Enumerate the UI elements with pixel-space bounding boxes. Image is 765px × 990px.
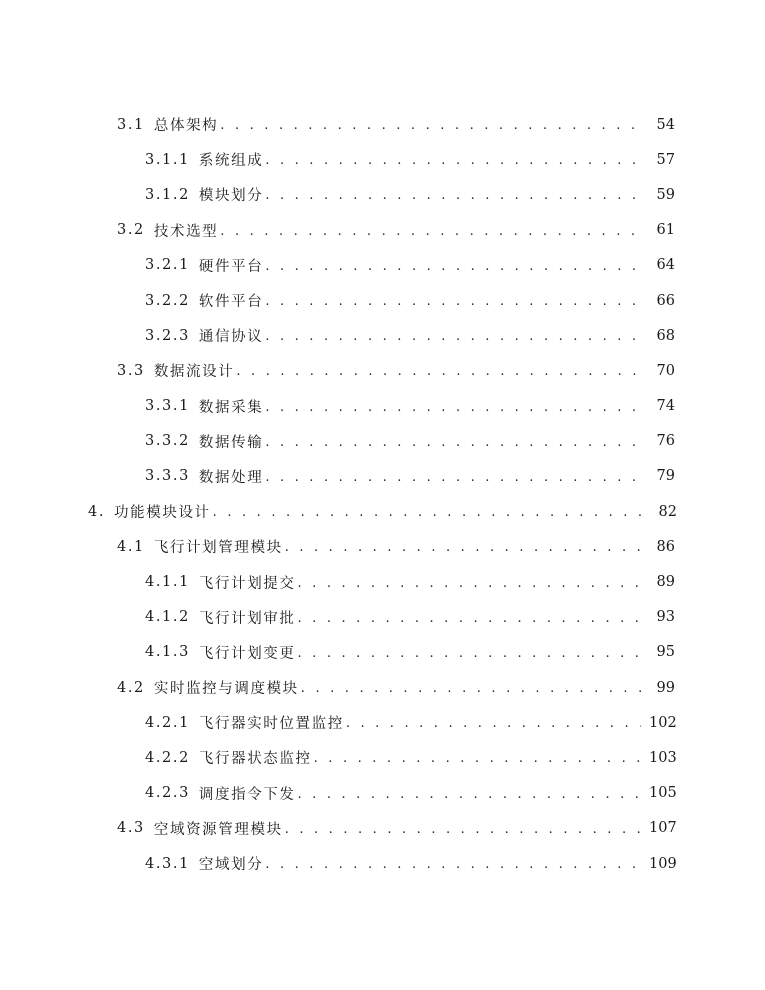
toc-entry-number: 4.2.1 <box>145 714 190 731</box>
toc-entry-page: 76 <box>656 433 675 450</box>
toc-entry-number: 3.1.2 <box>145 186 190 203</box>
toc-entry-number: 4.2.3 <box>145 785 190 802</box>
toc-entry[interactable] <box>0 811 765 846</box>
toc-entry-title: 数据流设计 <box>153 364 235 381</box>
toc-entry[interactable] <box>0 529 765 564</box>
toc-dot-leader <box>213 505 643 520</box>
toc-entry-number: 3.3.2 <box>145 433 190 450</box>
toc-entry-number: 3.3.3 <box>145 468 190 485</box>
toc-entry-page: 82 <box>658 503 677 520</box>
toc-entry-number: 3.3.1 <box>145 398 190 415</box>
toc-entry-title: 数据传输 <box>198 434 264 451</box>
toc-entry-number: 3.2.3 <box>145 327 190 344</box>
toc-entry-page: 61 <box>656 222 675 239</box>
toc-entry-page: 89 <box>656 574 675 591</box>
toc-entry-title: 数据采集 <box>198 399 264 416</box>
toc-entry[interactable] <box>0 670 765 705</box>
toc-entry-title: 实时监控与调度模块 <box>153 681 299 698</box>
toc-entry[interactable] <box>0 564 765 599</box>
toc-entry[interactable] <box>0 494 765 529</box>
toc-entry[interactable] <box>0 283 765 318</box>
toc-entry-title: 硬件平台 <box>198 258 264 275</box>
toc-dot-leader <box>298 611 641 626</box>
toc-entry-page: 57 <box>656 151 675 168</box>
toc-entry-number: 4.1.2 <box>145 609 190 626</box>
toc-entry-page: 79 <box>656 468 675 485</box>
toc-entry-page: 64 <box>656 257 675 274</box>
toc-dot-leader <box>346 716 641 731</box>
toc-dot-leader <box>265 400 641 415</box>
toc-entry[interactable] <box>0 353 765 388</box>
toc-dot-leader <box>265 153 641 168</box>
toc-entry-page: 54 <box>656 116 675 133</box>
toc-entry[interactable] <box>0 213 765 248</box>
toc-entry-number: 3.2.2 <box>145 292 190 309</box>
toc-entry-number: 4.3.1 <box>145 855 190 872</box>
toc-entry-page: 103 <box>649 749 677 766</box>
toc-entry-title: 软件平台 <box>198 294 264 311</box>
toc-entry-page: 59 <box>656 186 675 203</box>
toc-entry[interactable] <box>0 776 765 811</box>
toc-dot-leader <box>285 822 641 837</box>
toc-entry-title: 空域资源管理模块 <box>153 821 283 838</box>
toc-entry-number: 4.1 <box>117 538 145 555</box>
toc-entry[interactable] <box>0 740 765 775</box>
toc-entry-title: 飞行计划审批 <box>198 610 296 627</box>
toc-dot-leader <box>265 470 641 485</box>
toc-entry[interactable] <box>0 424 765 459</box>
toc-entry-title: 数据处理 <box>198 469 264 486</box>
toc-entry-title: 空域划分 <box>198 857 264 874</box>
toc-dot-leader <box>298 576 641 591</box>
toc-entry-title: 功能模块设计 <box>114 505 211 522</box>
toc-entry[interactable] <box>0 846 765 881</box>
toc-entry-title: 系统组成 <box>198 153 264 170</box>
toc-entry-title: 技术选型 <box>153 223 219 240</box>
toc-entry[interactable] <box>0 177 765 212</box>
toc-entry-number: 3.1.1 <box>145 151 190 168</box>
toc-entry-title: 飞行器实时位置监控 <box>198 716 344 733</box>
toc-entry-page: 70 <box>656 362 675 379</box>
toc-entry-title: 飞行计划管理模块 <box>153 540 283 557</box>
toc-dot-leader <box>236 364 641 379</box>
toc-entry-page: 66 <box>656 292 675 309</box>
toc-entry-page: 105 <box>649 785 677 802</box>
toc-entry[interactable] <box>0 459 765 494</box>
toc-entry-page: 95 <box>656 644 675 661</box>
toc-entry-page: 99 <box>656 679 675 696</box>
toc-dot-leader <box>298 787 641 802</box>
toc-dot-leader <box>220 224 641 239</box>
toc-dot-leader <box>265 435 641 450</box>
toc-dot-leader <box>265 294 641 309</box>
toc-entry-title: 调度指令下发 <box>198 786 296 803</box>
toc-entry-page: 102 <box>649 714 677 731</box>
toc-entry-number: 4. <box>88 503 106 520</box>
toc-dot-leader <box>265 857 641 872</box>
toc-entry[interactable] <box>0 705 765 740</box>
toc-entry-number: 4.3 <box>117 820 145 837</box>
toc-entry-title: 飞行计划提交 <box>198 575 296 592</box>
toc-entry[interactable] <box>0 142 765 177</box>
toc-dot-leader <box>285 540 641 555</box>
toc-entry-page: 86 <box>656 538 675 555</box>
toc-entry-title: 总体架构 <box>153 118 219 135</box>
toc-entry-title: 飞行计划变更 <box>198 645 296 662</box>
toc-entry-page: 68 <box>656 327 675 344</box>
toc-entry-number: 4.2 <box>117 679 145 696</box>
toc-entry-title: 通信协议 <box>198 329 264 346</box>
toc-entry-page: 109 <box>649 855 677 872</box>
toc-entry-title: 飞行器状态监控 <box>198 751 312 768</box>
toc-entry[interactable] <box>0 635 765 670</box>
toc-dot-leader <box>314 751 641 766</box>
toc-dot-leader <box>265 188 641 203</box>
toc-dot-leader <box>220 118 641 133</box>
toc-dot-leader <box>265 329 641 344</box>
toc-entry[interactable] <box>0 248 765 283</box>
toc-dot-leader <box>298 646 641 661</box>
toc-dot-leader <box>265 259 641 274</box>
toc-entry[interactable] <box>0 389 765 424</box>
toc-entry-number: 4.2.2 <box>145 749 190 766</box>
toc-entry[interactable] <box>0 600 765 635</box>
toc-entry-number: 3.1 <box>117 116 145 133</box>
toc-entry[interactable] <box>0 318 765 353</box>
toc-entry-number: 3.3 <box>117 362 145 379</box>
toc-entry-number: 3.2 <box>117 222 145 239</box>
toc-entry-number: 4.1.1 <box>145 574 190 591</box>
toc-entry-page: 107 <box>649 820 677 837</box>
toc-entry-page: 74 <box>656 398 675 415</box>
toc-dot-leader <box>301 681 641 696</box>
toc-entry-page: 93 <box>656 609 675 626</box>
toc-entry-number: 4.1.3 <box>145 644 190 661</box>
toc-entry-number: 3.2.1 <box>145 257 190 274</box>
table-of-contents <box>0 107 765 881</box>
toc-entry[interactable] <box>0 107 765 142</box>
toc-entry-title: 模块划分 <box>198 188 264 205</box>
